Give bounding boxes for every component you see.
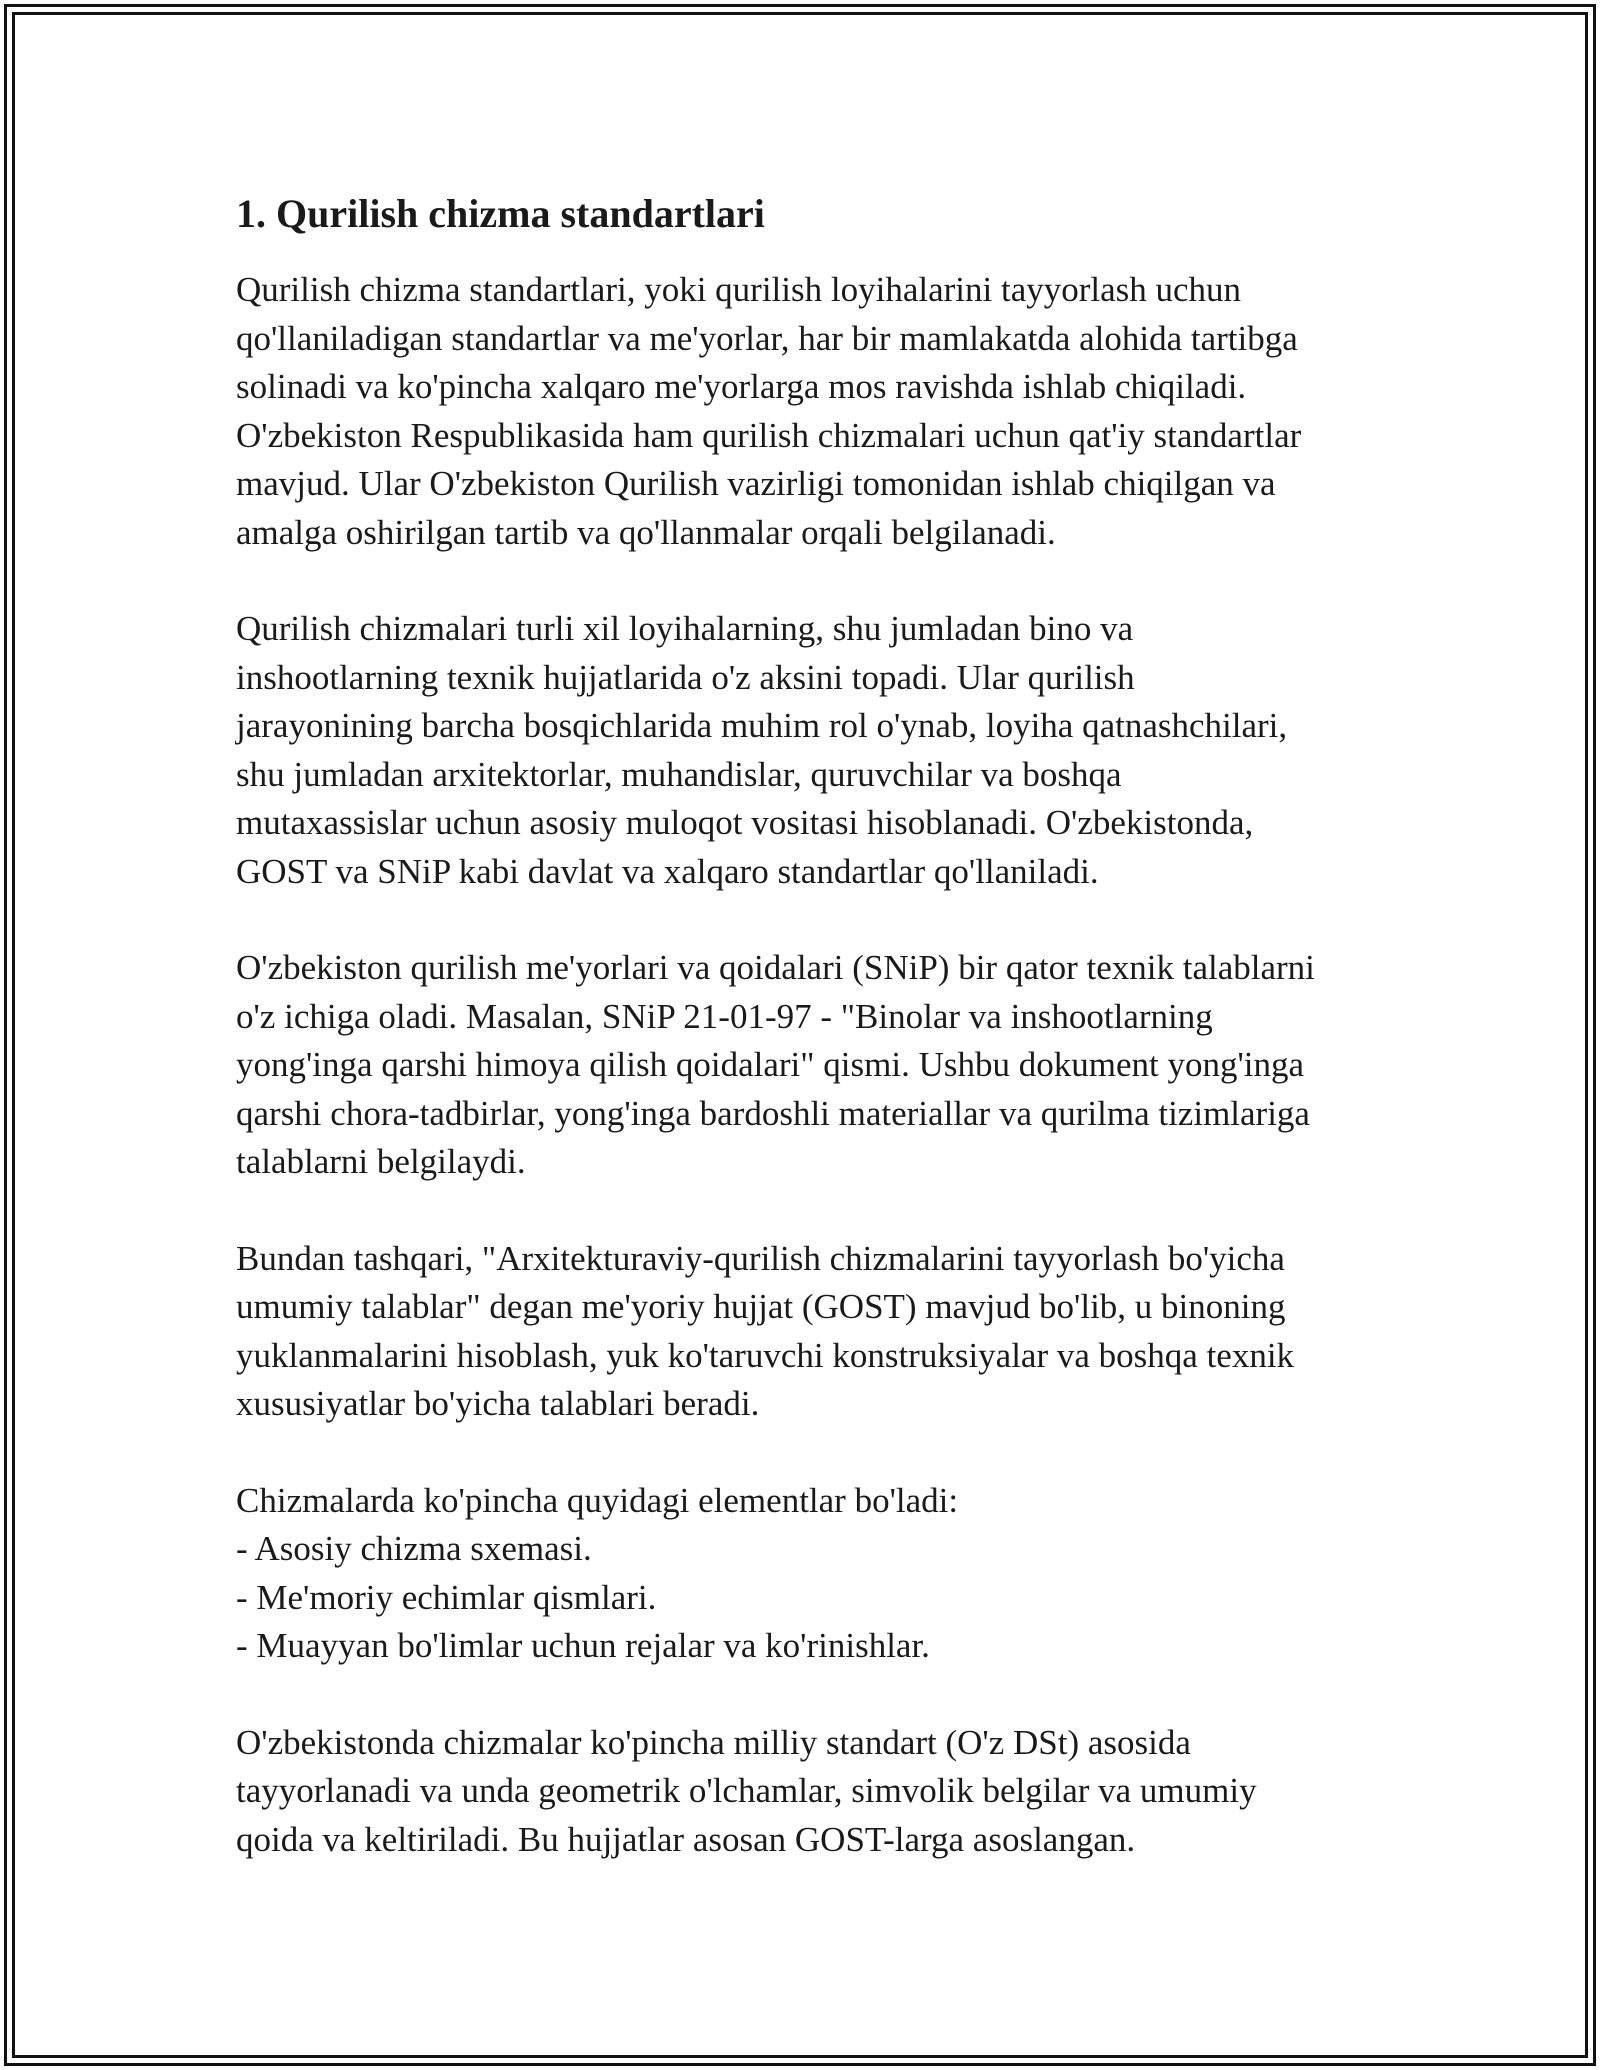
paragraph-gost: Bundan tashqari, "Arxitekturaviy-qurilish chizmalarini tayyorlash bo'yicha umumiy talablar" degan me'yoriy hujjat (GOST) mavjud bo'lib, u binoning yuklanmalarini hisoblash, yuk ko'taruvchi konstruksiyalar va boshqa texnik xususiyatlar bo'yicha talablari beradi.	[236, 1238, 1295, 1423]
paragraph-elements-list: Chizmalarda ko'pincha quyidagi elementlar bo'ladi: - Asosiy chizma sxemasi. - Me'moriy echimlar qismlari. - Muayyan bo'limlar uchun rejalar va ko'rinishlar.	[236, 1480, 959, 1665]
paragraph-snip: O'zbekiston qurilish me'yorlari va qoidalari (SNiP) bir qator texnik talablarni o'z ichiga oladi. Masalan, SNiP 21-01-97 - "Binolar va inshootlarning yong'inga qarshi himoya qilish qoidalari" qismi. Ushbu dokument yong'inga qarshi chora-tadbirlar, yong'inga bardoshli materiallar va qurilma tizimlariga talablarni belgilaydi.	[236, 948, 1315, 1181]
document-body	[236, 186, 1376, 1864]
paragraph-intro: Qurilish chizma standartlari, yoki qurilish loyihalarini tayyorlash uchun qo'llaniladigan standartlar va me'yorlar, har bir mamlakatda alohida tartibga solinadi va ko'pincha xalqaro me'yorlarga mos ravishda ishlab chiqiladi. O'zbekiston Respublikasida ham qurilish chizmalari uchun qat'iy standartlar mavjud. Ular O'zbekiston Qurilish vazirligi tomonidan ishlab chiqilgan va amalga oshirilgan tartib va qo'llanmalar orqali belgilanadi.	[236, 270, 1302, 552]
paragraph-drawings-role: Qurilish chizmalari turli xil loyihalarning, shu jumladan bino va inshootlarning texnik hujjatlarida o'z aksini topadi. Ular qurilish jarayonining barcha bosqichlarida muhim rol o'ynab, loyiha qatnashchilari, shu jumladan arxitektorlar, muhandislar, quruvchilar va boshqa mutaxassislar uchun asosiy muloqot vositasi hisoblanadi. O'zbekistonda, GOST va SNiP kabi davlat va xalqaro standartlar qo'llaniladi.	[236, 609, 1288, 891]
paragraph-national-standard: O'zbekistonda chizmalar ko'pincha milliy standart (O'z DSt) asosida tayyorlanadi va unda geometrik o'lchamlar, simvolik belgilar va umumiy qoida va keltiriladi. Bu hujjatlar asosan GOST-larga asoslangan.	[236, 1722, 1257, 1859]
section-heading: 1. Qurilish chizma standartlari	[236, 191, 765, 236]
